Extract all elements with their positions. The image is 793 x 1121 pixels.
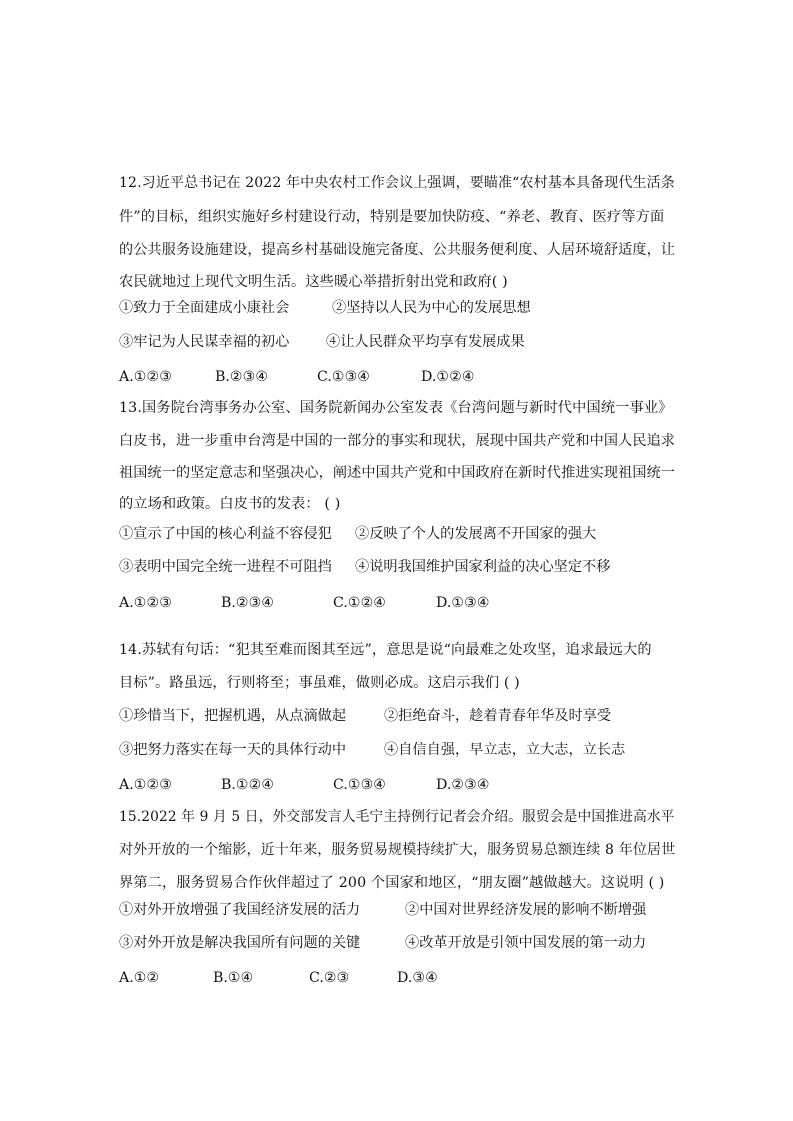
choice-d: D.②③④ bbox=[436, 777, 490, 793]
question-stem-line: 的立场和政策。白皮书的发表： ( ) bbox=[119, 496, 341, 512]
statement-4: ④说明我国维护国家利益的决心坚定不移 bbox=[355, 559, 611, 575]
statement-4: ④改革开放是引领中国发展的第一动力 bbox=[405, 935, 647, 951]
choice-d: D.①③④ bbox=[436, 595, 490, 611]
question-stem-line: 目标”。路虽远，行则将至；事虽难，做则必成。这启示我们 ( ) bbox=[119, 675, 520, 691]
choice-d: D.①②④ bbox=[421, 369, 475, 385]
choice-c: C.①③④ bbox=[317, 369, 371, 385]
choice-b: B.①④ bbox=[213, 970, 254, 986]
question-stem-line: 14.苏轼有句话：“犯其至难而图其至远”，意思是说“向最难之处攻坚，追求最远大的 bbox=[119, 642, 652, 658]
choice-a: A.①②③ bbox=[119, 369, 172, 385]
choice-b: B.②③④ bbox=[215, 369, 269, 385]
question-stem-line: 12.习近平总书记在 2022 年中央农村工作会议上强调，要瞄准“农村基本具备现代生活条 bbox=[119, 175, 675, 191]
statement-3: ③对外开放是解决我国所有问题的关键 bbox=[119, 935, 361, 951]
question-stem-line: 农民就地过上现代文明生活。这些暖心举措折射出党和政府( ) bbox=[119, 274, 508, 290]
statement-2: ②坚持以人民为中心的发展思想 bbox=[332, 300, 531, 316]
choice-b: B.②③④ bbox=[221, 595, 275, 611]
choice-a: A.①②③ bbox=[119, 595, 172, 611]
statement-2: ②拒绝奋斗，趁着青春年华及时享受 bbox=[384, 708, 612, 724]
choice-c: C.①③④ bbox=[333, 777, 387, 793]
choice-c: C.①②④ bbox=[333, 595, 387, 611]
statement-3: ③把努力落实在每一天的具体行动中 bbox=[119, 742, 347, 758]
statement-4: ④让人民群众平均享有发展成果 bbox=[326, 334, 525, 350]
statement-3: ③牢记为人民谋幸福的初心 bbox=[119, 334, 290, 350]
question-stem-line: 对外开放的一个缩影，近十年来，服务贸易规模持续扩大，服务贸易总额连续 8 年位居世 bbox=[119, 842, 676, 858]
question-stem-line: 件”的目标，组织实施好乡村建设行动，特别是要加快防疫、“养老、教育、医疗等方面 bbox=[119, 209, 665, 225]
question-stem-line: 的公共服务设施建设，提高乡村基础设施完备度、公共服务便利度、人居环境舒适度，让 bbox=[119, 242, 676, 258]
question-stem-line: 白皮书，进一步重申台湾是中国的一部分的事实和现状，展现中国共产党和中国人民追求 bbox=[119, 433, 676, 449]
statement-1: ①对外开放增强了我国经济发展的活力 bbox=[119, 902, 361, 918]
statement-1: ①宣示了中国的核心利益不容侵犯 bbox=[119, 526, 332, 542]
choice-d: D.③④ bbox=[397, 970, 438, 986]
choice-a: A.①② bbox=[119, 970, 160, 986]
statement-1: ①致力于全面建成小康社会 bbox=[119, 300, 290, 316]
statement-3: ③表明中国完全统一进程不可阻挡 bbox=[119, 559, 332, 575]
statement-2: ②反映了个人的发展离不开国家的强大 bbox=[355, 526, 597, 542]
question-stem-line: 界第二，服务贸易合作伙伴超过了 200 个国家和地区，“朋友圈”越做越大。这说明 ( ) bbox=[119, 875, 665, 891]
choice-c: C.②③ bbox=[309, 970, 350, 986]
statement-2: ②中国对世界经济发展的影响不断增强 bbox=[405, 902, 647, 918]
question-stem-line: 15.2022 年 9 月 5 日，外交部发言人毛宁主持例行记者会介绍。服贸会是中国推进高水平 bbox=[119, 809, 675, 825]
statement-1: ①珍惜当下，把握机遇，从点滴做起 bbox=[119, 708, 347, 724]
statement-4: ④自信自强，早立志，立大志，立长志 bbox=[384, 742, 626, 758]
question-stem-line: 13.国务院台湾事务办公室、国务院新闻办公室发表《台湾问题与新时代中国统一事业》 bbox=[119, 400, 673, 416]
choice-b: B.①②④ bbox=[221, 777, 275, 793]
choice-a: A.①②③ bbox=[119, 777, 172, 793]
question-stem-line: 祖国统一的坚定意志和坚强决心，阐述中国共产党和中国政府在新时代推进实现祖国统一 bbox=[119, 465, 676, 481]
